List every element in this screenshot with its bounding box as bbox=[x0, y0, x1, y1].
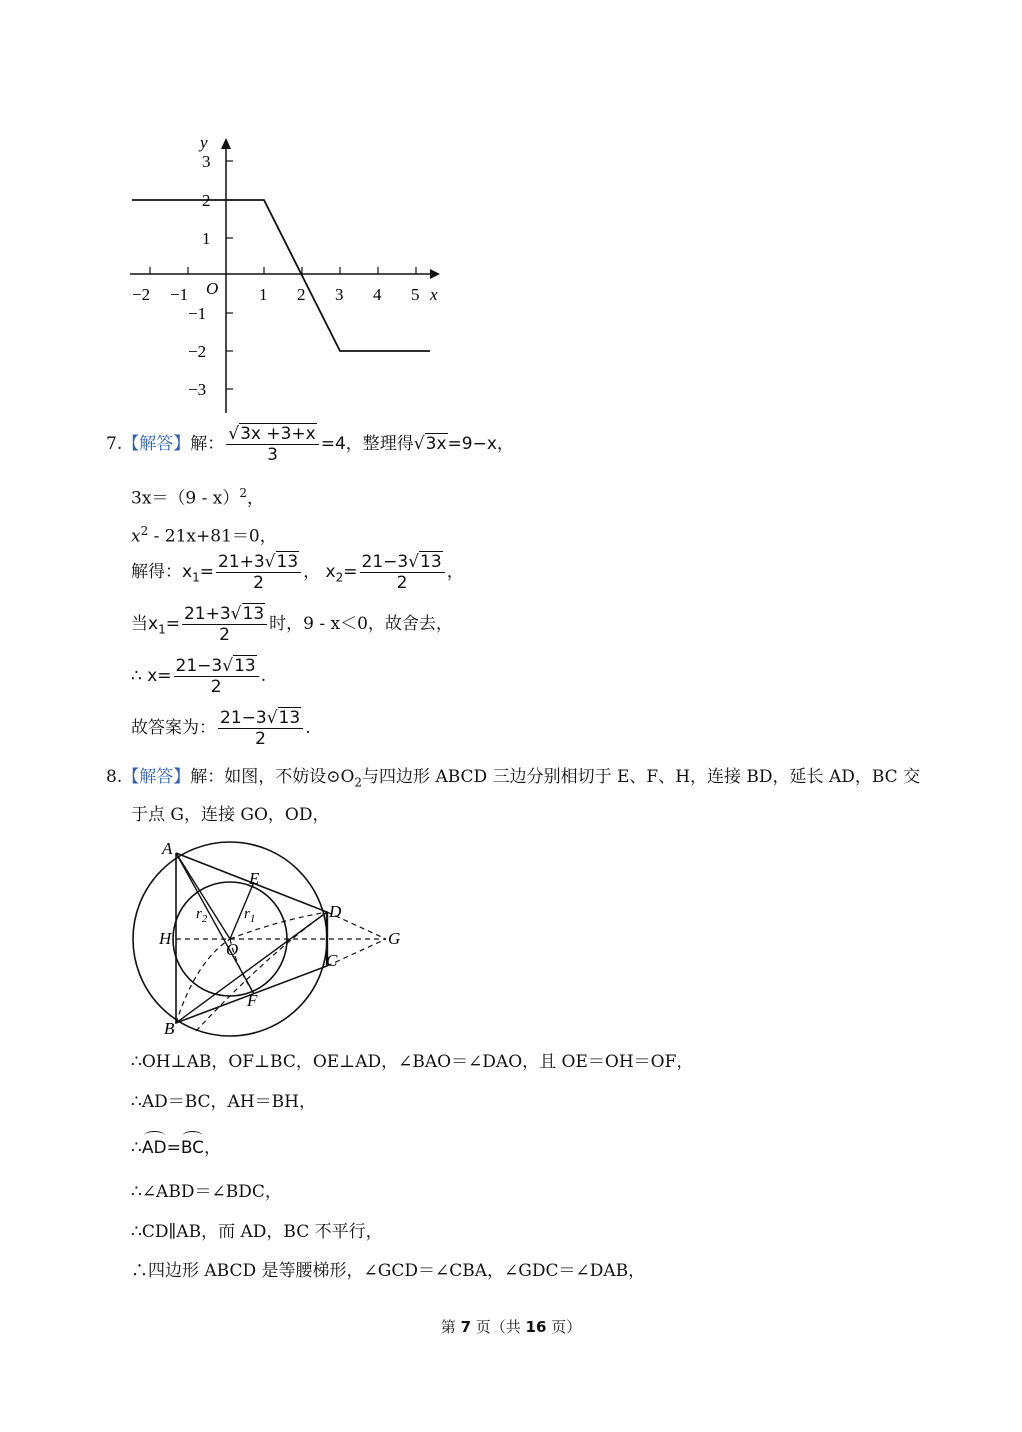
svg-text:H: H bbox=[159, 929, 172, 948]
svg-text:4: 4 bbox=[373, 285, 382, 304]
q8-step1: ∴OH⊥AB，OF⊥BC，OE⊥AD，∠BAO＝∠DAO，且 OE＝OH＝OF， bbox=[131, 1052, 694, 1072]
function-curve bbox=[132, 200, 430, 351]
q8-step5: ∴CD∥AB，而 AD，BC 不平行， bbox=[131, 1222, 383, 1242]
q7-line4: 解得：$x_1=$ $\frac{21+3√13}{2}$ ， $x_2=$ $\frac{21-3√13}{2}$ ， bbox=[131, 552, 464, 593]
svg-text:−2: −2 bbox=[188, 342, 207, 361]
svg-text:r2: $r_2$ bbox=[196, 906, 208, 925]
svg-text:5: 5 bbox=[411, 285, 420, 304]
q7-line6: ∴ x= $\frac{21-3√13}{2}$ . bbox=[131, 656, 267, 697]
q8-step3: ∴ AD= BC， bbox=[131, 1137, 221, 1159]
page-footer: 第 7 页（共 16 页） bbox=[440, 1318, 582, 1336]
svg-text:G: G bbox=[388, 929, 401, 948]
svg-text:−1: −1 bbox=[188, 304, 207, 323]
q7-line5: 当$x_1=$ $\frac{21+3√13}{2}$ 时，9 - x＜0，故舍去， bbox=[131, 604, 453, 645]
svg-text:2: 2 bbox=[297, 285, 306, 304]
q7-line2: 3x＝（9 - x）$^2$， bbox=[131, 486, 264, 509]
svg-text:3: 3 bbox=[202, 152, 211, 171]
geometry-figure bbox=[126, 836, 416, 1046]
svg-text:1: 1 bbox=[259, 285, 268, 304]
y-axis-label: y bbox=[200, 133, 208, 152]
q7-line1: 7.【解答】解： $\frac{√3x +3+x}{3}$ =4，整理得√3x=9−x， bbox=[106, 424, 514, 465]
svg-text:A: A bbox=[162, 839, 173, 858]
svg-text:−2: −2 bbox=[132, 285, 151, 304]
origin-label: O bbox=[206, 279, 219, 298]
answer-tag: 【解答】 bbox=[122, 434, 191, 454]
svg-text:r1: $r_1$ bbox=[244, 906, 256, 925]
svg-text:D: D bbox=[329, 902, 342, 921]
q8-step2: ∴AD＝BC，AH＝BH， bbox=[131, 1092, 316, 1112]
piecewise-graph bbox=[120, 128, 450, 418]
svg-text:E: E bbox=[249, 869, 260, 888]
svg-text:C: C bbox=[326, 951, 338, 970]
svg-text:−3: −3 bbox=[188, 380, 207, 399]
q8-step4: ∴∠ABD＝∠BDC， bbox=[131, 1182, 282, 1202]
svg-text:F: F bbox=[247, 991, 258, 1010]
x-axis-label: x bbox=[430, 285, 438, 304]
svg-text:3: 3 bbox=[335, 285, 344, 304]
q8-step6: ∴四边形 ABCD 是等腰梯形，∠GCD＝∠CBA，∠GDC＝∠DAB， bbox=[131, 1261, 646, 1281]
q7-line3: $x^2 - 21x+81=0$， bbox=[131, 524, 277, 547]
svg-text:B: B bbox=[164, 1019, 175, 1038]
q8-line1: 8.【解答】解：如图，不妨设$⊙O_2$与四边形 ABCD 三边分别相切于 E、F、H，连接 BD，延长 AD，BC 交 bbox=[106, 767, 921, 790]
svg-text:1: 1 bbox=[202, 229, 211, 248]
q8-line2: 于点 G，连接 GO，OD， bbox=[131, 805, 330, 825]
svg-text:2: 2 bbox=[202, 191, 211, 210]
q7-line7: 故答案为： $\frac{21-3√13}{2}$ . bbox=[131, 708, 311, 749]
svg-text:O: O bbox=[226, 940, 239, 959]
svg-text:−1: −1 bbox=[170, 285, 189, 304]
